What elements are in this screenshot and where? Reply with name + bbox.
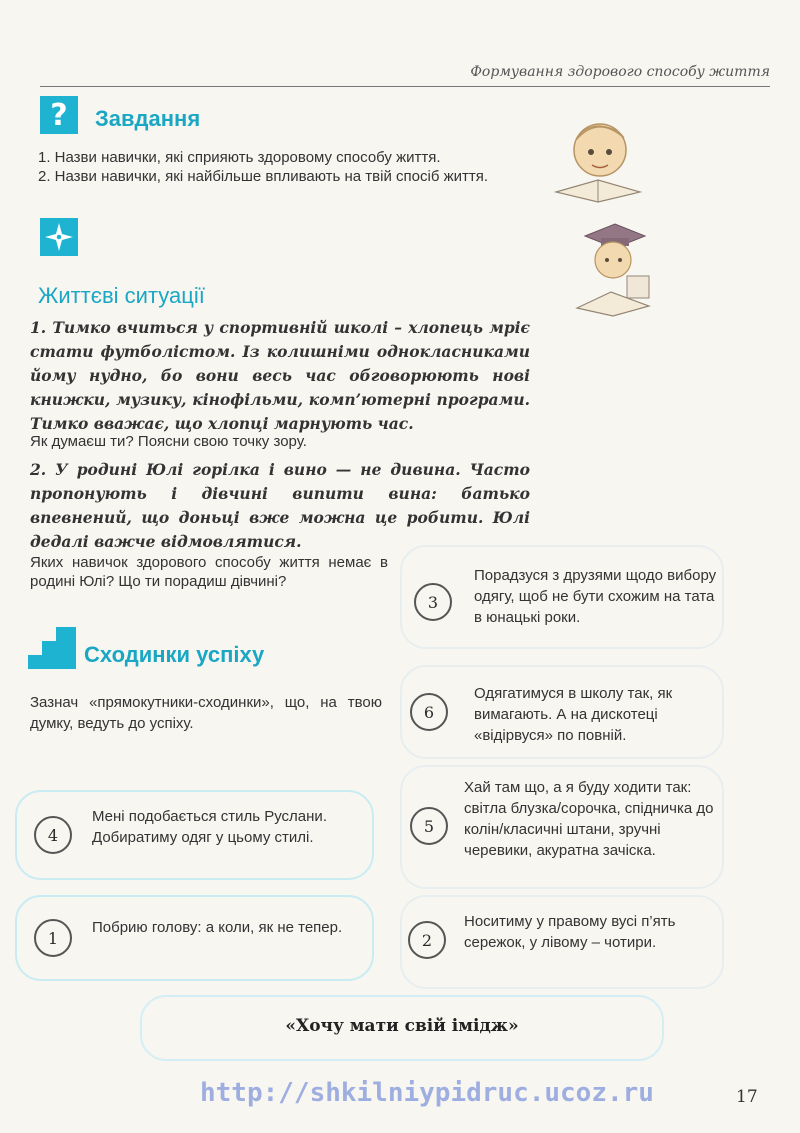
steps-instruction: Зазнач «прямокутники-сходинки», що, на твою думку, ведуть до успіху.	[30, 694, 382, 732]
option-text: Хай там що, а я буду ходити так: світла блузка/сорочка, спідничка до колін/класичні штани, зручні черевики, акуратна зачіска.	[464, 779, 714, 859]
compass-icon	[40, 218, 78, 256]
task-title: Завдання	[95, 106, 201, 131]
situations-title: Життєві ситуації	[38, 283, 205, 308]
option-card[interactable]	[400, 765, 724, 889]
option-card[interactable]	[400, 895, 724, 989]
situation-question-1: Як думаєш ти? Поясни свою точку зору.	[30, 433, 307, 450]
option-number: 1	[34, 919, 72, 957]
footer-url[interactable]: http://shkilniypidruc.ucoz.ru	[200, 1078, 654, 1108]
situation-case-1: 1. Тимко вчиться у спортивній школі – хлопець мріє стати футболістом. Із колишніми однокласниками йому нудно, бо вони весь час обговорюють нові книжки, музику, кінофільми, комп’ютерні програми. Тимко вважає, що хлопці марнують час.	[30, 318, 530, 433]
option-number: 5	[410, 807, 448, 845]
option-text: Мені подобається стиль Руслани. Добиратиму одяг у цьому стилі.	[92, 808, 327, 846]
task-list	[38, 148, 533, 186]
header-rule	[40, 86, 770, 87]
page-number: 17	[736, 1087, 758, 1107]
option-text: Носитиму у правому вусі п’ять сережок, у лівому – чотири.	[464, 913, 676, 951]
running-header: Формування здорового способу життя	[470, 64, 770, 80]
option-text: Побрию голову: а коли, як не тепер.	[92, 919, 343, 936]
option-number: 3	[414, 583, 452, 621]
option-number: 4	[34, 816, 72, 854]
option-number: 6	[410, 693, 448, 731]
option-card[interactable]	[400, 665, 724, 759]
stairs-icon	[28, 627, 76, 669]
graduate-child-illustration	[565, 218, 660, 318]
option-number: 2	[408, 921, 446, 959]
option-card[interactable]	[400, 545, 724, 649]
situation-question-2: Яких навичок здорового способу життя немає в родині Юлі? Що ти порадиш дівчині?	[30, 554, 388, 590]
option-text: Порадзуся з друзями щодо вибору одягу, щоб не бути схожим на тата в юнацькі роки.	[474, 567, 717, 626]
reading-child-illustration	[548, 110, 648, 205]
option-card[interactable]	[15, 895, 374, 981]
steps-title: Сходинки успіху	[84, 642, 265, 667]
slogan-card	[140, 995, 664, 1061]
task-item: 1. Назви навички, які сприяють здоровому способу життя.	[38, 149, 441, 166]
slogan-text: «Хочу мати свій імідж»	[285, 1016, 519, 1036]
option-card[interactable]	[15, 790, 374, 880]
situation-case-2: 2. У родині Юлі горілка і вино — не дивина. Часто пропонують і дівчині випити вина: батько впевнений, що доньці вже можна це робити. Юлі дедалі важче відмовлятися.	[30, 460, 530, 551]
question-mark-icon: ?	[40, 96, 78, 134]
option-text: Одягатимуся в школу так, як вимагають. А на дискотеці «відірвуся» по повній.	[474, 685, 673, 744]
task-item: 2. Назви навички, які найбільше впливають на твій спосіб життя.	[38, 168, 489, 185]
